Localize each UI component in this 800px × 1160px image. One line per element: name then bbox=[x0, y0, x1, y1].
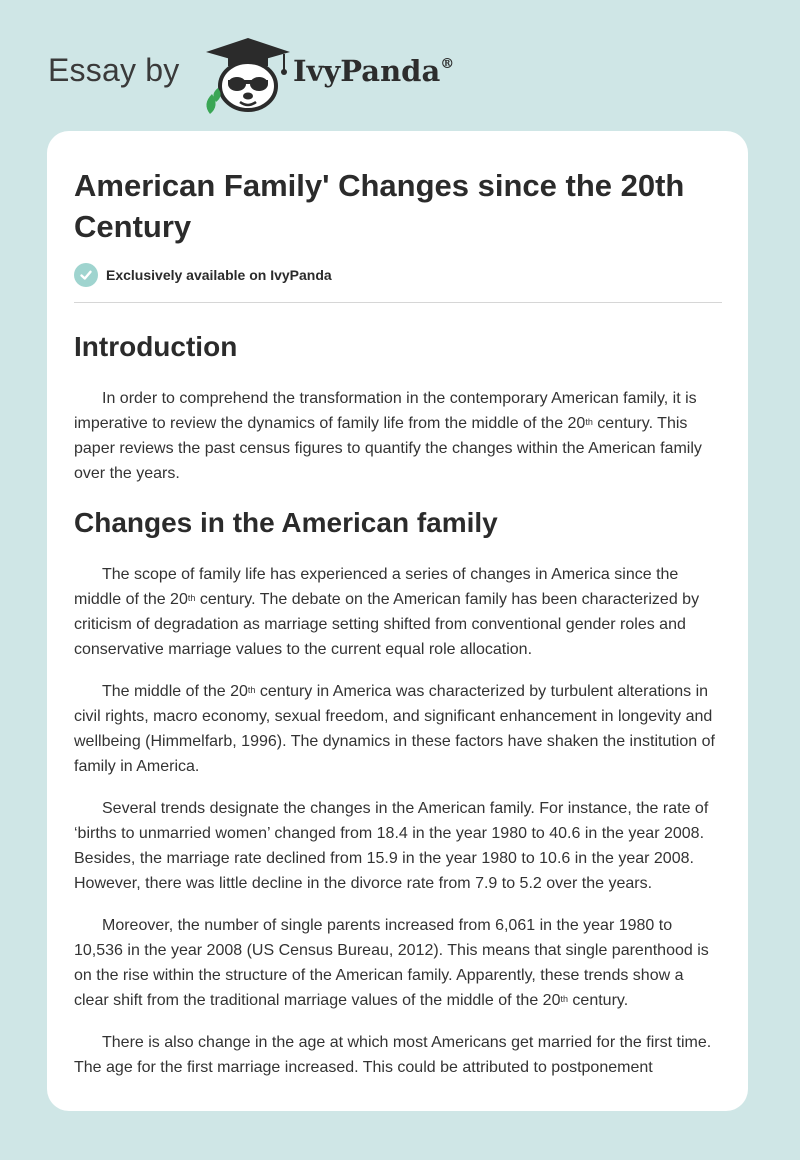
ivypanda-logo[interactable] bbox=[198, 34, 298, 114]
paragraph: Several trends designate the changes in the American family. For instance, the rate of ‘births to unmarried women’ changed from 18.4 in the year 1980 to 40.6 in the year 2008. Besides, the marriage rate declined from 15.9 in the year 1980 to 10.6 in the year 2008. However, there was little decline in the divorce rate from 7.9 to 5.2 over the years. bbox=[74, 800, 709, 892]
essay-title: American Family' Changes since the 20th Century bbox=[74, 168, 685, 244]
essay-by-label: Essay by bbox=[48, 52, 180, 88]
check-icon bbox=[74, 263, 98, 287]
registered-mark: ® bbox=[440, 56, 455, 72]
paragraph: The middle of the 20th century in America was characterized by turbulent alterations in civil rights, macro economy, sexual freedom, and significant enhancement in longevity and wellbeing (Himmelfarb, 1996). The dynamics in these factors have shaken the institution of family in America. bbox=[74, 683, 715, 775]
paragraph: In order to comprehend the transformation in the contemporary American family, it is imperative to review the dynamics of family life from the middle of the 20th century. This paper reviews the past census figures to quantify the changes within the American family over the years. bbox=[74, 390, 702, 482]
panda-graduate-icon bbox=[198, 34, 298, 114]
paragraph: Moreover, the number of single parents increased from 6,061 in the year 1980 to 10,536 in the year 2008 (US Census Bureau, 2012). This means that single parenthood is on the rise within the structure of the American family. Apparently, these trends show a clear shift from the traditional marriage values of the middle of the 20th century. bbox=[74, 917, 709, 1009]
essay-card bbox=[47, 131, 748, 1111]
paragraph: The scope of family life has experienced a series of changes in America since the middle of the 20th century. The debate on the American family has been characterized by criticism of degradation as marriage setting shifted from conventional gender roles and conservative marriage values to the current equal role allocation. bbox=[74, 566, 700, 658]
divider bbox=[74, 302, 722, 303]
paragraph: There is also change in the age at which most Americans get married for the first time. The age for the first marriage increased. This could be attributed to postponement bbox=[74, 1034, 712, 1076]
exclusive-label: Exclusively available on IvyPanda bbox=[106, 267, 332, 283]
section-heading-introduction: Introduction bbox=[74, 331, 238, 362]
section-heading-changes: Changes in the American family bbox=[74, 507, 498, 538]
essay-body bbox=[74, 321, 722, 1080]
site-header bbox=[48, 30, 748, 120]
brand-name: IvyPanda® bbox=[293, 54, 455, 88]
exclusive-badge bbox=[74, 263, 332, 287]
